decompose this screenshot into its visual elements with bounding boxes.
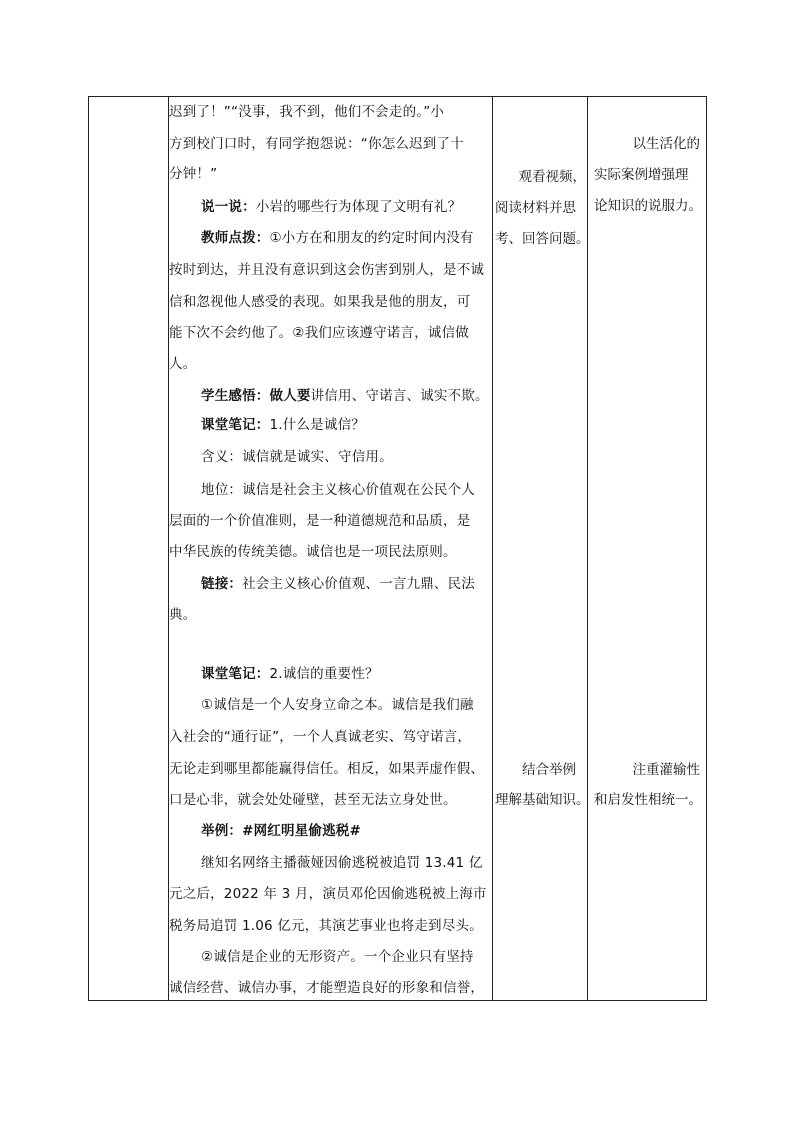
intent-line: 论知识的说服力。 <box>594 198 702 214</box>
lesson-plan-table <box>88 96 707 1001</box>
content-line: 诚信经营、诚信办事，才能塑造良好的形象和信誉， <box>169 980 485 996</box>
activity-line: 观看视频， <box>518 169 586 185</box>
content-line: 地位：诚信是社会主义核心价值观在公民个人 <box>201 482 475 498</box>
content-line: 元之后，2022 年 3 月，演员邓伦因偷逃税被上海市 <box>169 886 487 902</box>
content-line: 说一说：小岩的哪些行为体现了文明有礼？ <box>201 199 462 215</box>
content-line: 含义：诚信就是诚实、守信用。 <box>201 449 393 465</box>
content-line: ①诚信是一个人安身立命之本。诚信是我们融 <box>201 697 474 713</box>
content-line <box>201 821 492 841</box>
content-line: 链接：社会主义核心价值观、一言九鼎、民法 <box>201 576 476 592</box>
column-divider <box>492 97 493 1000</box>
content-line: 分钟！” <box>169 166 218 182</box>
content-line: 按时到达，并且没有意识到这会伤害到别人，是不诚 <box>169 262 485 278</box>
content-line: 税务局追罚 1.06 亿元，其演艺事业也将走到尽头。 <box>169 918 483 934</box>
content-line: 学生感悟：做人要讲信用、守诺言、诚实不欺。 <box>201 388 489 404</box>
content-line: 无论走到哪里都能赢得信任。相反，如果弄虚作假、 <box>169 761 485 777</box>
content-line: ②诚信是企业的无形资产。一个企业只有坚持 <box>201 949 474 965</box>
activity-line: 考、回答问题。 <box>495 231 590 247</box>
content-line: 典。 <box>169 607 197 623</box>
content-line: 教师点拨：①小方在和朋友的约定时间内没有 <box>201 230 474 246</box>
intent-line: 实际案例增强理 <box>594 167 689 183</box>
section-label: 教师点拨： <box>201 230 270 246</box>
section-label: 学生感悟： <box>201 388 270 404</box>
content-line: 层面的一个价值准则，是一种道德规范和品质，是 <box>169 513 471 529</box>
content-line: 继知名网络主播薇娅因偷逃税被追罚 13.41 亿 <box>201 855 483 871</box>
intent-line: 和启发性相统一。 <box>594 792 702 808</box>
content-line: 人。 <box>169 356 197 372</box>
intent-line: 注重灌输性 <box>632 762 700 778</box>
section-label: 举例：#网红明星偷逃税# <box>201 823 362 839</box>
content-line: 课堂笔记：2.诚信的重要性？ <box>201 666 379 682</box>
section-label: 说一说： <box>201 199 256 215</box>
section-label: 链接： <box>201 576 243 592</box>
activity-line: 结合举例 <box>522 762 576 778</box>
content-line: 口是心非，就会处处碰壁，甚至无法立身处世。 <box>169 792 457 808</box>
content-line: 迟到了！”“没事，我不到，他们不会走的。”小 <box>169 104 445 120</box>
content-line: 信和忽视他人感受的表现。如果我是他的朋友，可 <box>169 294 471 310</box>
content-line: 入社会的“通行证”，一个人真诚老实、笃守诺言， <box>169 729 472 745</box>
intent-line: 以生活化的 <box>632 136 700 152</box>
content-line: 课堂笔记：1.什么是诚信？ <box>201 417 365 433</box>
activity-line: 理解基础知识。 <box>495 792 590 808</box>
content-line: 中华民族的传统美德。诚信也是一项民法原则。 <box>169 544 457 560</box>
activity-line: 阅读材料并思 <box>495 200 576 216</box>
section-label: 课堂笔记： <box>201 417 270 433</box>
content-line: 能下次不会约他了。②我们应该遵守诺言，诚信做 <box>169 325 470 341</box>
section-label: 课堂笔记： <box>201 666 270 682</box>
content-line: 方到校门口时，有同学抱怨说：“你怎么迟到了十 <box>169 136 464 152</box>
